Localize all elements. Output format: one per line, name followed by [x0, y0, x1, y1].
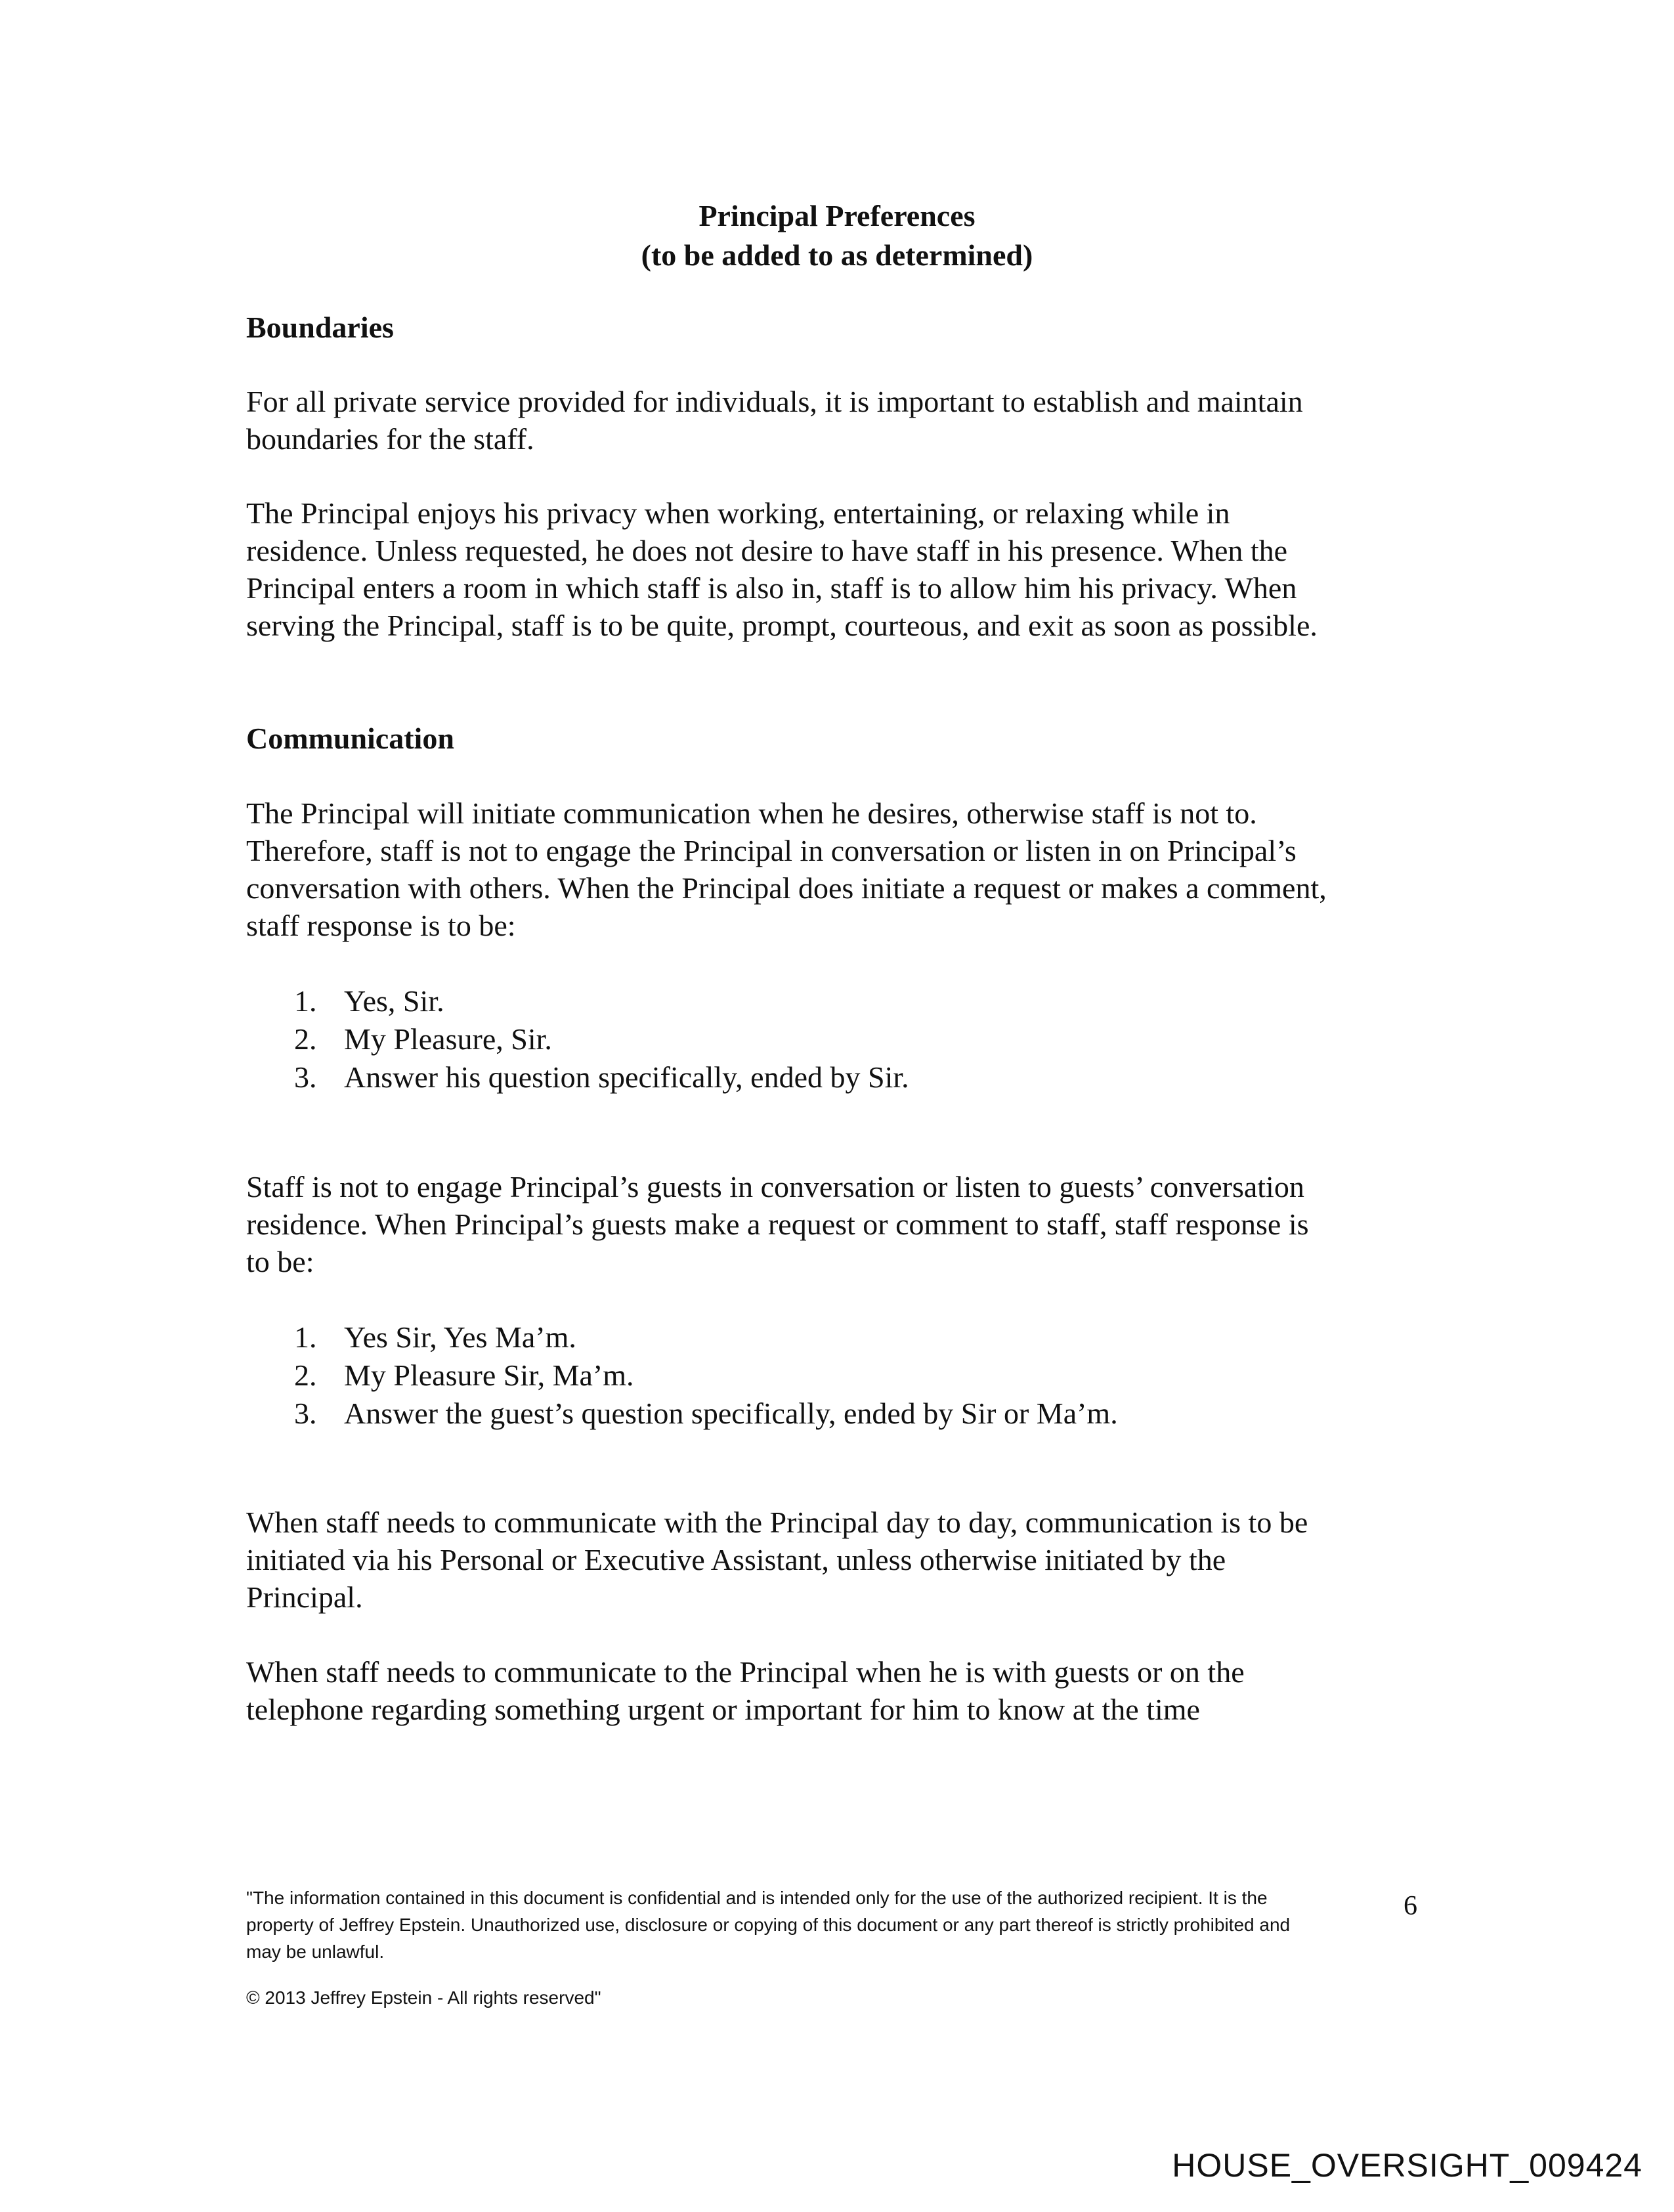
list-number: 2. [294, 1358, 317, 1392]
communication-paragraph-3 [246, 1504, 1428, 1616]
document-subtitle: (to be added to as determined) [641, 238, 1033, 272]
boundaries-paragraph-1 [246, 383, 1428, 458]
document-title: Principal Preferences [698, 199, 976, 232]
text-line: Staff is not to engage Principal’s guests in conversation or listen to guests’ conversation [246, 1170, 1304, 1204]
text-line: telephone regarding something urgent or important for him to know at the time [246, 1693, 1200, 1726]
section-heading-boundaries: Boundaries [246, 311, 394, 344]
list-number: 3. [294, 1060, 317, 1094]
list-text: My Pleasure, Sir. [344, 1022, 552, 1056]
list-item [294, 1058, 909, 1096]
text-line: may be unlawful. [246, 1941, 385, 1962]
guest-response-list [294, 1318, 1118, 1433]
communication-paragraph-2 [246, 1168, 1428, 1280]
list-text: Answer his question specifically, ended by Sir. [344, 1060, 909, 1094]
communication-paragraph-4 [246, 1653, 1428, 1728]
list-item [294, 982, 909, 1020]
text-line: property of Jeffrey Epstein. Unauthorized use, disclosure or copying of this document or any part thereof is strictly prohibited and [246, 1915, 1291, 1935]
text-line: residence. Unless requested, he does not desire to have staff in his presence. When the [246, 534, 1288, 567]
staff-response-list [294, 982, 909, 1096]
confidentiality-notice [246, 1884, 1402, 1965]
text-line: initiated via his Personal or Executive Assistant, unless otherwise initiated by the [246, 1543, 1226, 1576]
list-number: 3. [294, 1397, 317, 1430]
text-line: residence. When Principal’s guests make a request or comment to staff, staff response is [246, 1207, 1309, 1241]
text-line: Therefore, staff is not to engage the Principal in conversation or listen in on Principal’s [246, 834, 1297, 867]
bates-number: HOUSE_OVERSIGHT_009424 [1172, 2147, 1642, 2184]
text-line: staff response is to be: [246, 909, 516, 942]
list-number: 1. [294, 984, 317, 1018]
communication-paragraph-1 [246, 794, 1428, 944]
text-line: "The information contained in this document is confidential and is intended only for the use of the authorized recipient. It is the [246, 1888, 1268, 1908]
text-line: When staff needs to communicate to the Principal when he is with guests or on the [246, 1655, 1245, 1689]
text-line: Principal enters a room in which staff is also in, staff is to allow him his privacy. When [246, 571, 1297, 605]
text-line: When staff needs to communicate with the Principal day to day, communication is to be [246, 1506, 1308, 1539]
page-number: 6 [1404, 1891, 1417, 1921]
copyright-notice: © 2013 Jeffrey Epstein - All rights reserved" [246, 1987, 601, 2008]
list-item [294, 1395, 1118, 1433]
list-text: Answer the guest’s question specifically, ended by Sir or Ma’m. [344, 1397, 1118, 1430]
text-line: serving the Principal, staff is to be quite, prompt, courteous, and exit as soon as possible. [246, 609, 1318, 642]
list-text: My Pleasure Sir, Ma’m. [344, 1358, 634, 1392]
text-line: The Principal will initiate communication when he desires, otherwise staff is not to. [246, 796, 1257, 830]
section-heading-communication: Communication [246, 722, 454, 755]
list-item [294, 1356, 1118, 1395]
list-number: 2. [294, 1022, 317, 1056]
list-number: 1. [294, 1320, 317, 1354]
text-line: to be: [246, 1245, 314, 1278]
text-line: For all private service provided for individuals, it is important to establish and maintain [246, 385, 1303, 418]
list-text: Yes Sir, Yes Ma’m. [344, 1320, 576, 1354]
text-line: conversation with others. When the Principal does initiate a request or makes a comment, [246, 871, 1327, 905]
boundaries-paragraph-2 [246, 494, 1428, 644]
text-line: boundaries for the staff. [246, 422, 534, 456]
list-text: Yes, Sir. [344, 984, 444, 1018]
text-line: Principal. [246, 1580, 363, 1614]
list-item [294, 1020, 909, 1058]
text-line: The Principal enjoys his privacy when working, entertaining, or relaxing while in [246, 496, 1230, 530]
list-item [294, 1318, 1118, 1356]
